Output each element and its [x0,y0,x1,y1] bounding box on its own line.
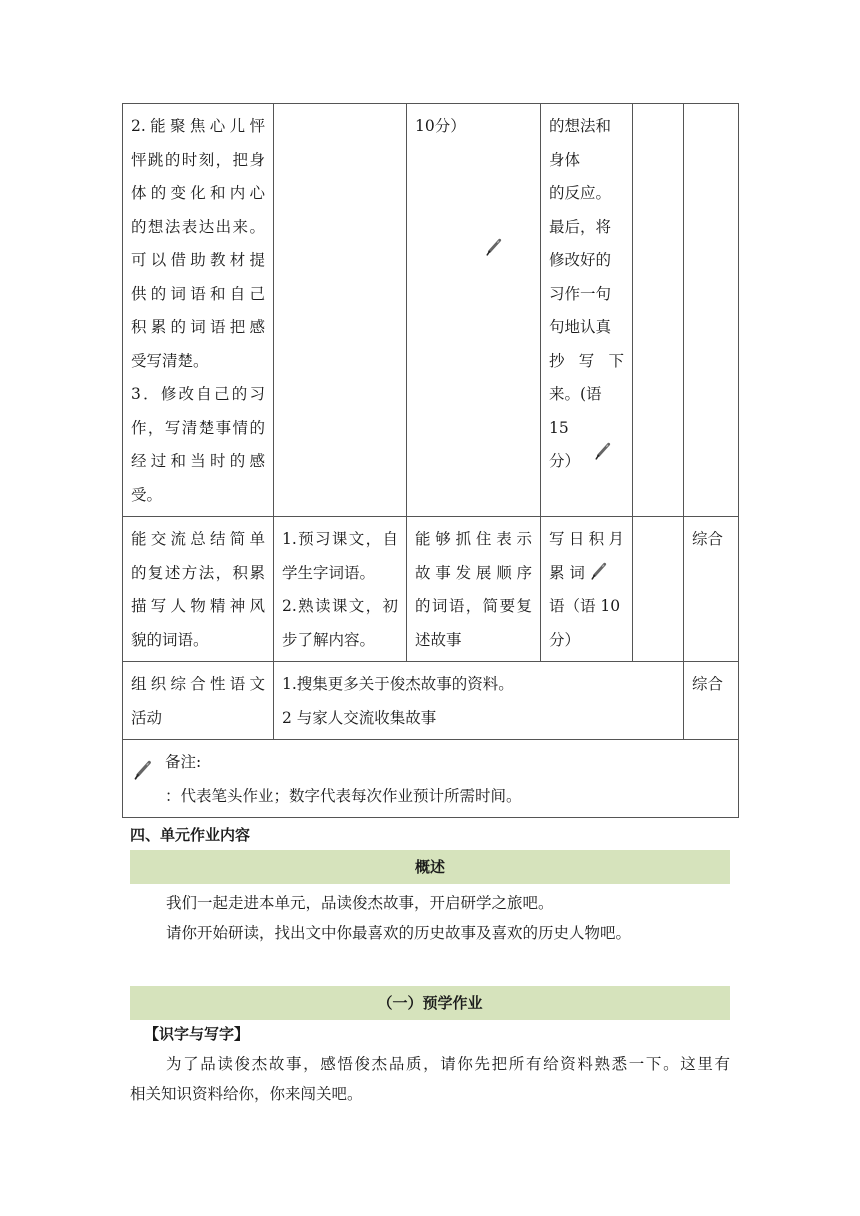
table-row [123,517,739,662]
empty-cell [274,104,407,517]
subhead: 【识字与写字】 [144,1025,250,1043]
empty-cell [633,517,684,662]
goal-cell: 组织综合性语文 活动 [123,662,274,740]
goal-cell: 能交流总结简单 的复述方法，积累 描写人物精神风 貌的词语。 [123,517,274,662]
activity-cell: 1.搜集更多关于俊杰故事的资料。 2 与家人交流收集故事 [274,662,684,740]
table-row [123,104,739,517]
section-title: 四、单元作业内容 [130,826,251,844]
requirement-cell: 能够抓住表示 故事发展顺序 的词语，简要复 述故事 [407,517,541,662]
overview-band: 概述 [130,850,730,884]
prestudy-band: （一）预学作业 [130,986,730,1020]
note-text: ：代表笔头作业；数字代表每次作业预计所需时间。 [165,786,522,805]
type-cell: 综合 [684,662,739,740]
note-title: 备注: [165,753,202,771]
homework-table [122,103,739,818]
empty-cell [633,104,684,517]
type-cell: 综合 [684,517,739,662]
pen-icon [590,562,608,580]
preview-cell: 1.预习课文，自 学生字词语。 2.熟读课文，初 步了解内容。 [274,517,407,662]
requirement-cell: 10分） [407,104,541,517]
table-row [123,740,739,818]
goal-cell: 2.能聚焦心儿怦 怦跳的时刻，把身 体的变化和内心 的想法表达出来。 可以借助教材提 供的词语和自己 积累的词语把感 受写清楚。 3．修改自己的习 作，写清楚事情的 经过和当时的感 受。 [123,104,274,517]
pen-icon [594,442,612,460]
pen-icon [485,238,503,256]
empty-cell [684,104,739,517]
table-row [123,662,739,740]
note-cell [123,740,739,818]
body-text: 为了品读俊杰故事，感悟俊杰品质，请你先把所有给资料熟悉一下。这里有 相关知识资料给你，你来闯关吧。 [130,1055,730,1103]
pen-icon [133,760,153,780]
task-cell: 的想法和 身体 的反应。 最后，将 修改好的 习作一句 句地认真 抄 写 下 来。(语 15 分） [541,104,633,517]
task-cell: 写日积月 累 词 语（语 10 分） [541,517,633,662]
overview-text: 我们一起走进本单元，品读俊杰故事，开启研学之旅吧。 请你开始研读，找出文中你最喜欢的历史故事及喜欢的历史人物吧。 [166,894,632,942]
